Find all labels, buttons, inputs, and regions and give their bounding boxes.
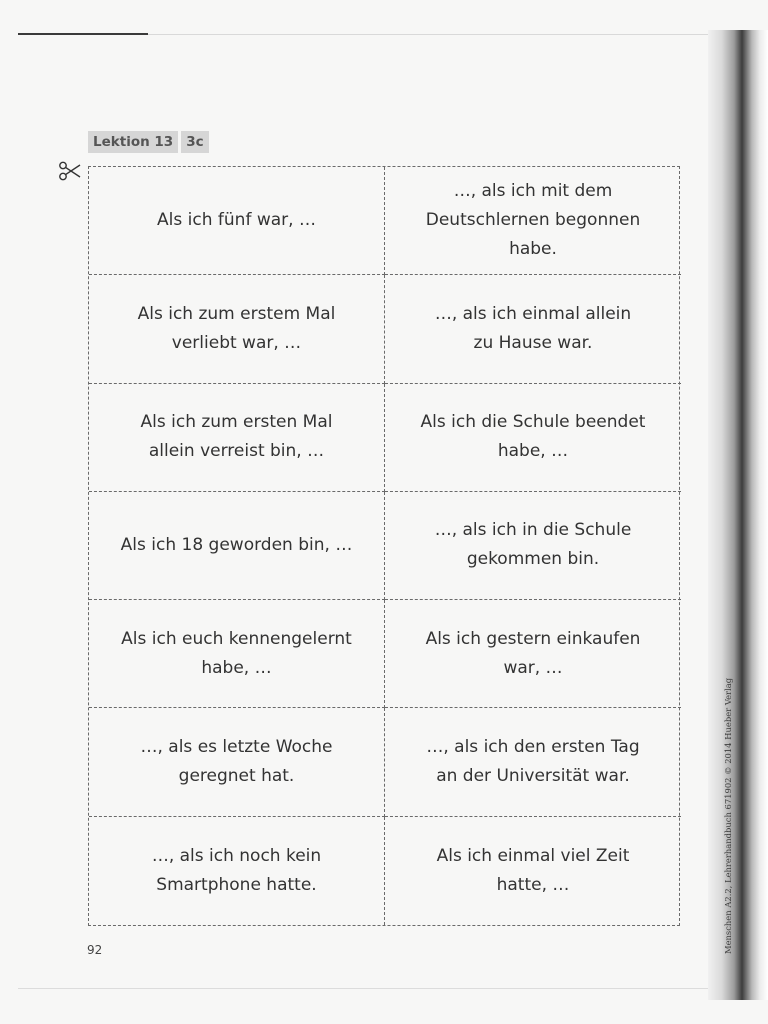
book-spine-shadow [708, 30, 768, 1000]
card-r4-c2: …, als ich in die Schule gekommen bin. [385, 492, 681, 600]
card-r7-c2: Als ich einmal viel Zeit hatte, … [436, 845, 630, 895]
sentence-cards-grid [88, 166, 680, 926]
lesson-label: Lektion 13 [88, 131, 178, 153]
scissors-icon [58, 160, 82, 182]
copyright-notice: Menschen A2.2, Lehrerhandbuch 671902 © 2014 Hueber Verlag [723, 677, 733, 954]
page-top-edge [18, 33, 148, 35]
card-r1-c1: Als ich fünf war, … [89, 167, 385, 275]
card-r3-c2: Als ich die Schule beendet habe, … [385, 384, 681, 492]
page-top-edge-fade [148, 34, 708, 35]
card-r6-c2: …, als ich den ersten Tag an der Universität war. [385, 708, 681, 816]
card-r5-c1: Als ich euch kennengelernt habe, … [89, 600, 385, 708]
section-label: 3c [181, 131, 208, 153]
card-r6-c1: …, als es letzte Woche geregnet hat. [89, 708, 385, 816]
page-bottom-edge [18, 988, 708, 989]
card-r2-c1: Als ich zum erstem Mal verliebt war, … [89, 275, 385, 383]
card-r7-c1: …, als ich noch kein Smartphone hatte. [89, 817, 385, 925]
lesson-tag [88, 131, 209, 153]
card-r2-c2: …, als ich einmal allein zu Hause war. [385, 275, 681, 383]
card-r1-c2: …, als ich mit dem Deutschlernen begonnen habe. [385, 167, 681, 275]
page-number: 92 [87, 943, 103, 957]
card-r3-c1: Als ich zum ersten Mal allein verreist bin, … [89, 384, 385, 492]
card-r4-c1: Als ich 18 geworden bin, … [89, 492, 385, 600]
card-r5-c2: Als ich gestern einkaufen war, … [385, 600, 681, 708]
